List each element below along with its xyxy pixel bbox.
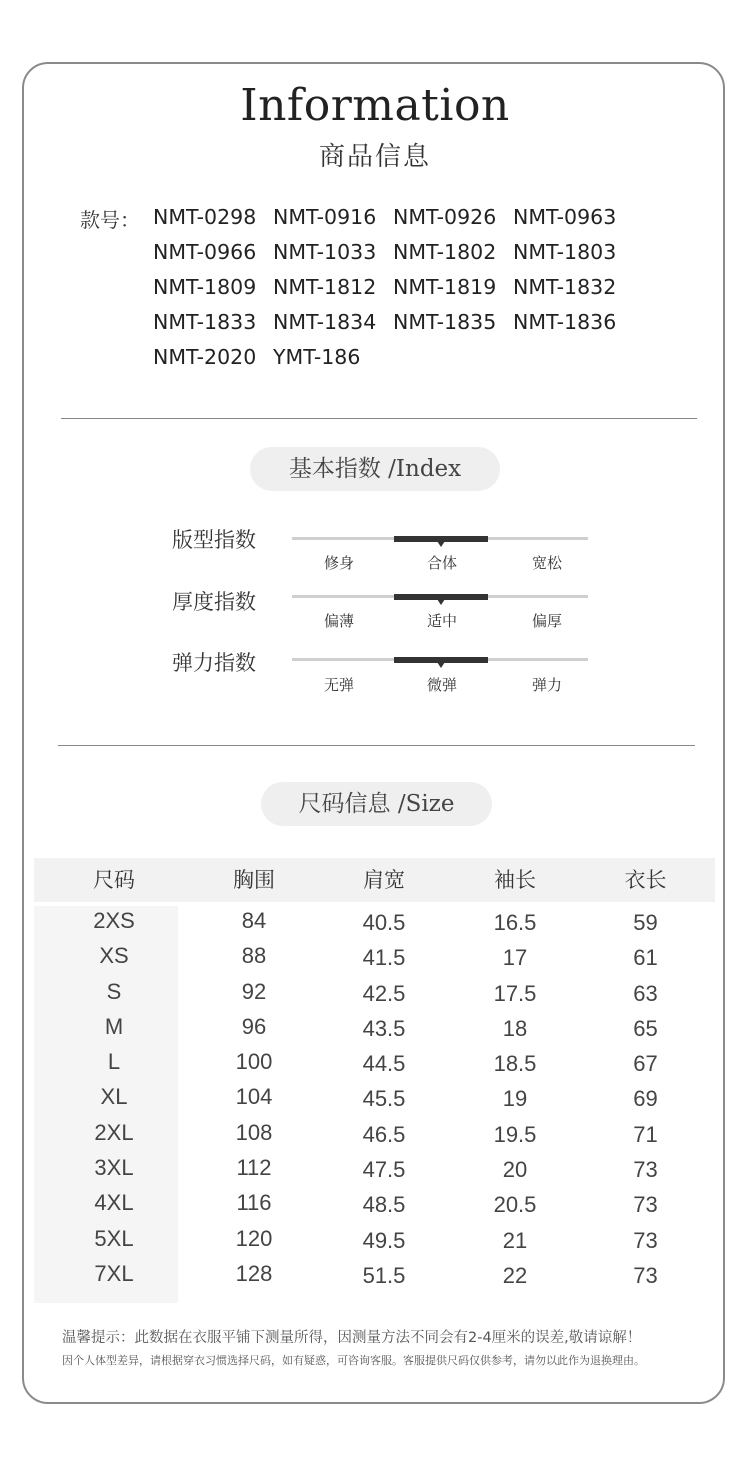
cell-length: 73 [633,1157,658,1183]
cell-length: 73 [633,1227,658,1253]
table-row [34,1188,715,1223]
cell-sleeve: 18 [502,1015,528,1041]
style-number: NMT-1803 [513,240,617,264]
table-row [34,1082,715,1117]
cell-sleeve: 17.5 [493,980,537,1006]
style-number-row [153,308,653,343]
divider [58,745,695,746]
style-number: NMT-0916 [273,205,377,229]
cell-chest: 116 [236,1190,272,1216]
cell-size: XL [100,1084,128,1110]
size-section-title [261,782,492,826]
table-row [34,1224,715,1259]
cell-chest: 96 [241,1013,267,1039]
table-row [34,941,715,976]
style-number-label: 款号： [80,208,140,232]
cell-size: XS [99,943,129,969]
table-row [34,1153,715,1188]
index-option: 弹力 [531,676,562,694]
cell-size: 2XL [94,1119,134,1145]
measurement-note: 温馨提示：此数据在衣服平铺下测量所得，因测量方法不同会有2-4厘米的误差,敬请谅解！ [62,1330,642,1346]
cell-length: 71 [633,1121,658,1147]
style-number: NMT-0926 [393,205,497,229]
style-number: NMT-1802 [393,240,497,264]
index-title-cn: 基本指数 [288,456,381,482]
index-title-en: /Index [388,456,462,482]
size-table-body [34,906,715,1294]
cell-length: 61 [633,945,658,971]
style-number: NMT-1033 [273,240,377,264]
style-number: NMT-1834 [273,310,377,334]
cell-shoulder: 41.5 [362,945,406,971]
index-option: 偏厚 [531,612,562,630]
size-title-cn: 尺码信息 [298,791,391,817]
cell-size: S [106,978,122,1004]
cell-length: 67 [633,1051,658,1077]
index-option: 宽松 [531,554,562,572]
cell-sleeve: 16.5 [493,910,537,935]
style-number-row [153,343,653,378]
style-number-row [153,203,653,238]
cell-sleeve: 19.5 [493,1121,537,1147]
cell-chest: 128 [235,1260,273,1286]
style-number: NMT-1819 [393,275,497,299]
header-length: 衣长 [624,868,667,892]
index-name: 版型指数 [172,528,256,552]
page-title-en: Information [240,80,510,131]
cell-sleeve: 22 [502,1262,528,1288]
cell-chest: 92 [241,978,267,1004]
index-name: 弹力指数 [172,651,256,675]
table-row [34,906,715,941]
table-row [34,1047,715,1082]
style-number-row [153,273,653,308]
cell-shoulder: 48.5 [362,1192,406,1218]
cell-chest: 84 [241,908,267,933]
header-shoulder: 肩宽 [363,868,405,892]
index-row-fit [0,524,750,584]
index-row-elasticity [0,647,750,707]
cell-length: 73 [633,1192,658,1218]
style-number-row [153,238,653,273]
index-row-thickness [0,586,750,646]
cell-shoulder: 45.5 [362,1086,406,1112]
cell-size: 7XL [94,1260,134,1286]
style-number-list [153,203,653,378]
table-row [34,1259,715,1294]
cell-size: 5XL [94,1225,134,1251]
page-title-cn: 商品信息 [318,142,431,172]
style-number: NMT-1836 [513,310,617,334]
style-number: NMT-1833 [153,310,257,334]
cell-shoulder: 43.5 [362,1015,406,1041]
cell-size: M [104,1013,124,1039]
style-number: NMT-0298 [153,205,257,229]
cell-length: 73 [633,1262,658,1288]
style-number: YMT-186 [273,345,361,369]
cell-length: 65 [633,1015,658,1041]
cell-size: 3XL [94,1155,134,1181]
cell-size: 4XL [94,1190,134,1216]
table-row [34,1012,715,1047]
size-disclaimer: 因个人体型差异，请根据穿衣习惯选择尺码，如有疑惑，可咨询客服。客服提供尺码仅供参考，请勿以此作为退换理由。 [62,1354,645,1367]
cell-sleeve: 18.5 [493,1051,537,1077]
style-number: NMT-2020 [153,345,257,369]
cell-shoulder: 44.5 [362,1051,406,1077]
divider [61,418,697,419]
cell-sleeve: 20.5 [493,1192,537,1218]
style-number: NMT-0963 [513,205,617,229]
cell-shoulder: 49.5 [362,1227,406,1253]
cell-shoulder: 42.5 [362,980,406,1006]
header-sleeve: 袖长 [494,868,536,892]
cell-chest: 108 [235,1119,273,1145]
cell-chest: 104 [235,1084,273,1110]
style-number: NMT-1832 [513,275,617,299]
cell-sleeve: 19 [502,1086,528,1112]
cell-size: 2XS [93,908,135,933]
cell-length: 69 [633,1086,658,1112]
size-title-en: /Size [397,791,455,817]
index-pointer-icon [437,599,445,605]
cell-chest: 100 [235,1049,273,1075]
cell-length: 63 [633,980,658,1006]
cell-sleeve: 17 [502,945,528,971]
cell-size: L [107,1049,121,1075]
cell-shoulder: 46.5 [362,1121,406,1147]
index-option: 无弹 [323,676,354,694]
style-number: NMT-1812 [273,275,377,299]
size-table [34,858,715,1294]
cell-chest: 88 [241,943,267,969]
style-number: NMT-1809 [153,275,257,299]
table-row [34,1118,715,1153]
index-option: 微弹 [426,676,457,694]
style-number: NMT-1835 [393,310,497,334]
index-name: 厚度指数 [172,590,256,614]
cell-shoulder: 40.5 [362,910,406,935]
cell-chest: 112 [236,1155,272,1181]
cell-chest: 120 [235,1225,273,1251]
index-option: 修身 [323,554,354,572]
header-size: 尺码 [93,868,135,892]
index-option: 合体 [426,554,457,572]
header-chest: 胸围 [233,868,275,892]
index-pointer-icon [437,662,445,668]
index-section-title [250,447,500,491]
cell-sleeve: 20 [502,1157,528,1183]
cell-sleeve: 21 [502,1227,528,1253]
style-number: NMT-0966 [153,240,257,264]
cell-shoulder: 47.5 [362,1157,406,1183]
index-option: 适中 [426,612,457,630]
table-row [34,977,715,1012]
cell-length: 59 [633,910,658,935]
index-option: 偏薄 [323,612,354,630]
cell-shoulder: 51.5 [362,1262,406,1288]
size-table-header [34,858,715,902]
index-pointer-icon [437,541,445,547]
